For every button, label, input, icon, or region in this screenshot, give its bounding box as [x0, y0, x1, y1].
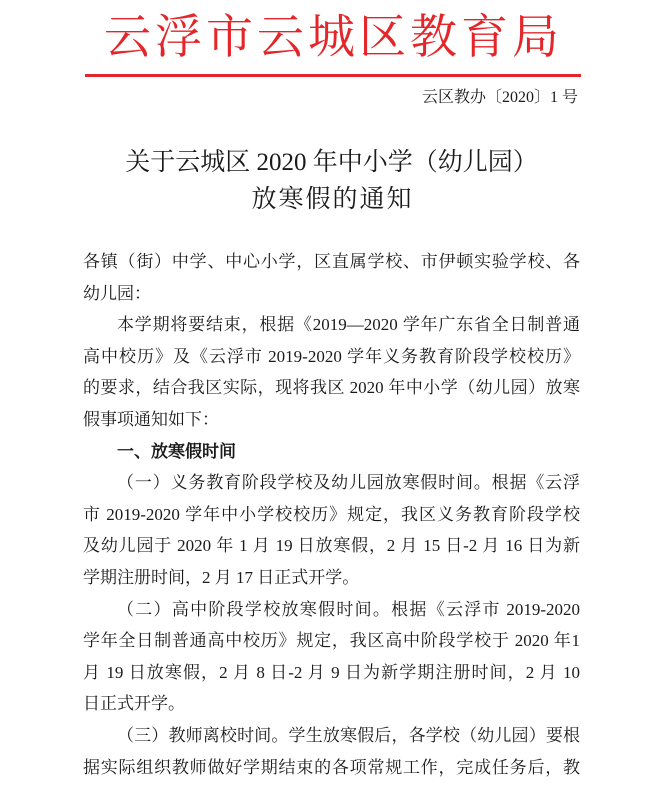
document-body — [83, 246, 580, 783]
item-2-paragraph — [83, 594, 580, 720]
text-line: （三）教师离校时间。学生放寒假后，各学校（幼儿园）要根 — [117, 725, 580, 745]
text-line: 学期注册时间，2 月 17 日正式开学。 — [83, 567, 360, 587]
text-line: 日正式开学。 — [83, 694, 185, 714]
text-line: 的要求，结合我区实际，现将我区 2020 年中小学（幼儿园）放寒 — [83, 378, 580, 398]
document-title-line-2: 放寒假的通知 — [251, 186, 414, 213]
issuing-authority-header: 云浮市云城区教育局 — [104, 12, 563, 64]
text-line: （一）义务教育阶段学校及幼儿园放寒假时间。根据《云浮 — [117, 473, 580, 493]
document-title-line-1: 关于云城区 2020 年中小学（幼儿园） — [125, 149, 538, 176]
salutation-paragraph — [83, 246, 580, 309]
red-header-rule — [85, 74, 581, 77]
text-line: 学年全日制普通高中校历》规定，我区高中阶段学校于 2020 年1 — [83, 631, 580, 651]
item-1-paragraph — [83, 467, 580, 593]
text-line: 高中校历》及《云浮市 2019-2020 学年义务教育阶段学校校历》 — [83, 346, 580, 366]
item-3-paragraph — [83, 720, 580, 783]
text-line: 各镇（街）中学、中心小学，区直属学校、市伊顿实验学校、各 — [83, 252, 580, 271]
text-line: 及幼儿园于 2020 年 1 月 19 日放寒假，2 月 15 日-2 月 16 日为新 — [83, 536, 580, 556]
text-line: 本学期将要结束，根据《2019—2020 学年广东省全日制普通 — [117, 315, 580, 335]
section-heading: 一、放寒假时间 — [117, 441, 236, 461]
text-line: 据实际组织教师做好学期结束的各项常规工作，完成任务后，教 — [83, 757, 580, 777]
text-line: 市 2019-2020 学年中小学校校历》规定，我区义务教育阶段学校 — [83, 504, 580, 524]
text-line: 月 19 日放寒假，2 月 8 日-2 月 9 日为新学期注册时间，2 月 10 — [83, 662, 580, 682]
text-line: 假事项通知如下： — [83, 409, 219, 429]
intro-paragraph — [83, 309, 580, 435]
document-number: 云区教办〔2020〕1 号 — [421, 89, 578, 106]
text-line: （二）高中阶段学校放寒假时间。根据《云浮市 2019-2020 — [117, 599, 580, 619]
text-line: 幼儿园： — [83, 283, 151, 303]
